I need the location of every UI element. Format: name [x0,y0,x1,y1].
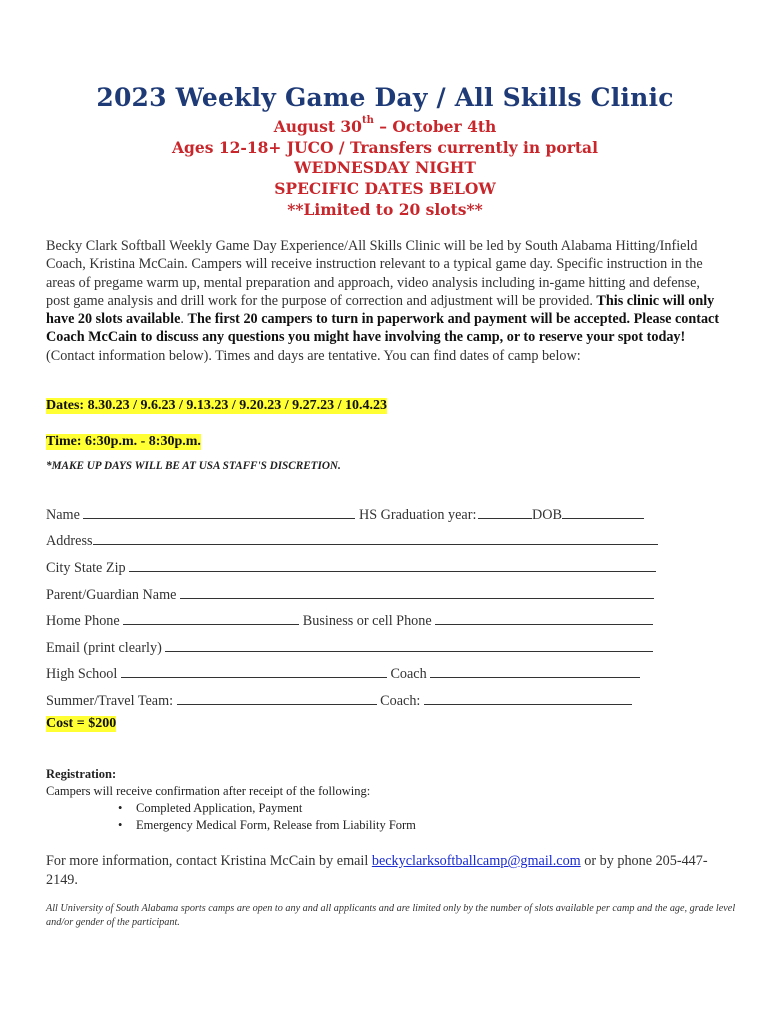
form-row-email [46,638,653,657]
camp-time: Time: 6:30p.m. - 8:30p.m. [46,434,201,449]
email-field[interactable] [165,638,653,652]
specific-dates-line: SPECIFIC DATES BELOW [274,179,496,198]
page-title: 2023 Weekly Game Day / All Skills Clinic [96,83,674,112]
address-label: Address [46,533,93,549]
home-phone-field[interactable] [123,611,299,625]
contact-prefix: For more information, contact Kristina McCain by email [46,853,372,869]
intro-text-2: . [180,311,188,328]
cell-phone-field[interactable] [435,611,653,625]
list-item: • Completed Application, Payment [136,800,706,817]
address-field[interactable] [93,531,658,545]
makeup-note: *MAKE UP DAYS WILL BE AT USA STAFF'S DISCRETION. [46,460,341,472]
ages-line: Ages 12-18+ JUCO / Transfers currently in portal [172,138,598,157]
form-row-parent [46,585,654,604]
parent-field[interactable] [180,585,654,599]
intro-text-1: Becky Clark Softball Weekly Game Day Experience/All Skills Clinic will be led by South Alabama Hitting/Infield Coach, Kristina McCain. Campers will receive instruction relevant to a typical game day. Specific instruction in the areas of pregame warm up, mental preparation and approach, video analysis including in-game hitting and defense, post game analysis and drill work for the purpose of correction and adjustment will be provided. [46,238,703,309]
dob-label: DOB [531,507,562,523]
form-row-city [46,558,656,577]
form-row-address [46,531,658,550]
grad-label: HS Graduation year: [358,507,477,523]
date-range-start: August 30 [273,117,362,136]
list-item: • Emergency Medical Form, Release from Liability Form [136,817,706,834]
registration-list [46,800,706,834]
camp-dates: Dates: 8.30.23 / 9.6.23 / 9.13.23 / 9.20.23 / 9.27.23 / 10.4.23 [46,398,388,413]
travel-team-field[interactable] [177,691,377,705]
coach-field[interactable] [430,664,640,678]
intro-bold-1: This clinic will only have 20 slots available [46,292,715,328]
registration-section [46,766,706,834]
travel-coach-label: Coach: [380,693,421,709]
date-range-end: – October 4th [373,117,497,136]
email-link[interactable]: beckyclarksoftballcamp@gmail.com [371,853,581,869]
intro-bold-2: The first 20 campers to turn in paperwork and payment will be accepted. Please contact Coach McCain to discuss any questions you might have involving the camp, or to reserve your spot today! [46,311,720,346]
date-range [0,117,770,136]
name-label: Name [46,507,80,523]
date-range-sup: th [361,115,374,126]
travel-team-label: Summer/Travel Team: [46,693,174,709]
high-school-label: High School [46,666,118,682]
night-line: WEDNESDAY NIGHT [294,158,476,177]
form-row-school [46,664,640,683]
cell-phone-label: Business or cell Phone [302,613,432,629]
high-school-field[interactable] [121,664,387,678]
footer-disclaimer: All University of South Alabama sports camps are open to any and all applicants and are limited only by the number of slots available per camp and the age, grade level and/or gender of the participant. [46,903,736,928]
city-field[interactable] [129,558,656,572]
contact-info [46,852,736,889]
form-row-name [46,505,644,524]
registration-intro: Campers will receive confirmation after receipt of the following: [46,784,371,798]
form-row-phones [46,611,653,630]
registration-heading: Registration: [46,767,117,781]
form-row-travel [46,691,632,710]
home-phone-label: Home Phone [46,613,120,629]
parent-label: Parent/Guardian Name [46,587,177,603]
intro-paragraph [46,237,724,365]
email-label: Email (print clearly) [46,640,162,656]
dob-field[interactable] [562,505,644,519]
city-label: City State Zip [46,560,126,576]
contact-suffix: or by phone 205-447-2149. [46,853,708,888]
name-field[interactable] [83,505,355,519]
coach-label: Coach [390,666,427,682]
grad-year-field[interactable] [478,505,532,519]
cost-label: Cost = $200 [46,716,117,731]
travel-coach-field[interactable] [424,691,632,705]
limited-slots-line: **Limited to 20 slots** [287,200,483,219]
intro-text-3: (Contact information below). Times and days are tentative. You can find dates of camp below: [46,347,581,364]
